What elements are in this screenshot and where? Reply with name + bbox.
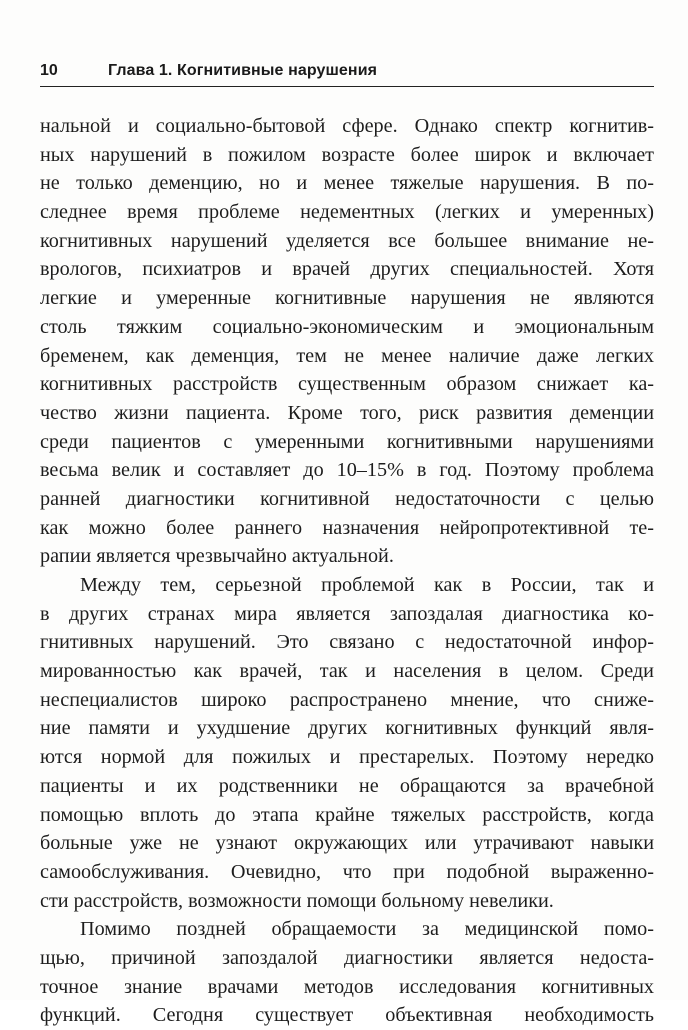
text-line: чество жизни пациента. Кроме того, риск развития деменции — [40, 401, 654, 424]
text-line: ранней диагностики когнитивной недостаточности с целью — [40, 487, 654, 510]
text-line: функций. Сегодня существует объективная необходимость — [40, 1004, 654, 1027]
text-line: гнитивных нарушений. Это связано с недостаточной инфор- — [40, 631, 654, 654]
text-line: как можно более раннего назначения нейропротективной те- — [40, 516, 654, 539]
text-line: неспециалистов широко распространено мнение, что сниже- — [40, 688, 654, 711]
text-line: среди пациентов с умеренными когнитивными нарушениями — [40, 430, 654, 453]
text-line: сти расстройств, возможности помощи больному невелики. — [40, 889, 554, 912]
body-text — [40, 112, 654, 1030]
text-line: весьма велик и составляет до 10–15% в год. Поэтому проблема — [40, 459, 654, 482]
text-line: когнитивных нарушений уделяется все большее внимание не- — [40, 229, 654, 252]
text-line: ных нарушений в пожилом возрасте более широк и включает — [40, 143, 654, 166]
text-line: мированностью как врачей, так и населения в целом. Среди — [40, 660, 654, 683]
page-number: 10 — [40, 62, 58, 79]
text-line: щью, причиной запоздалой диагностики является недоста- — [40, 946, 654, 969]
text-line: бременем, как деменция, тем не менее наличие даже легких — [40, 344, 654, 367]
text-line: помощью вплоть до этапа крайне тяжелых расстройств, когда — [40, 803, 654, 826]
text-line: когнитивных расстройств существенным образом снижает ка- — [40, 373, 654, 396]
running-header — [40, 58, 652, 84]
chapter-title: Глава 1. Когнитивные нарушения — [108, 62, 378, 79]
text-line: больные уже не узнают окружающих или утрачивают навыки — [40, 832, 654, 855]
header-rule — [40, 86, 654, 87]
text-line: пациенты и их родственники не обращаются за врачебной — [40, 774, 654, 797]
text-line: в других странах мира является запоздалая диагностика ко- — [40, 602, 654, 625]
text-line: Между тем, серьезной проблемой как в России, так и — [80, 574, 654, 596]
text-line: ются нормой для пожилых и престарелых. Поэтому нередко — [40, 746, 654, 769]
text-line: Помимо поздней обращаемости за медицинской помо- — [80, 918, 654, 941]
text-line: самообслуживания. Очевидно, что при подобной выраженно- — [40, 860, 654, 883]
text-line: точное знание врачами методов исследования когнитивных — [40, 975, 654, 998]
text-line: рапии является чрезвычайно актуальной. — [40, 545, 394, 568]
text-line: легкие и умеренные когнитивные нарушения не являются — [40, 287, 654, 310]
text-line: следнее время проблеме недементных (легких и умеренных) — [40, 201, 654, 224]
text-line: столь тяжким социально-экономическим и эмоциональным — [40, 315, 654, 338]
text-line: нальной и социально-бытовой сфере. Однако спектр когнитив- — [40, 115, 654, 137]
text-line: не только деменцию, но и менее тяжелые нарушения. В по- — [40, 172, 654, 195]
text-line: врологов, психиатров и врачей других специальностей. Хотя — [40, 258, 654, 281]
text-line: ние памяти и ухудшение других когнитивных функций явля- — [40, 717, 654, 740]
